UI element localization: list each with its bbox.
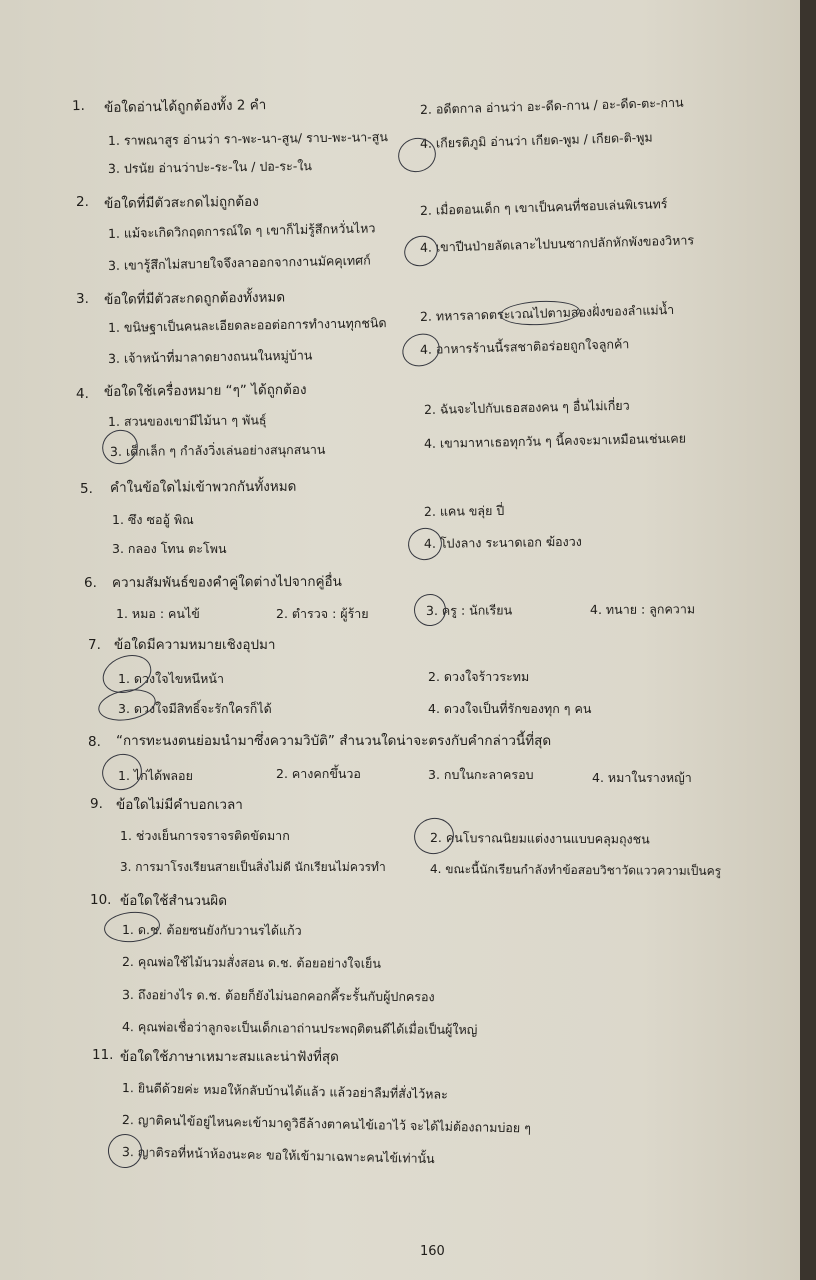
question-number: 4.: [76, 386, 89, 402]
question-text: ข้อใดที่มีตัวสะกดถูกต้องทั้งหมด: [103, 289, 286, 308]
answer-option: 4. เขาปีนป่ายลัดเลาะไปบนซากปลักหักพังของวิหาร: [419, 232, 695, 255]
answer-option: 1. หมอ : คนไข้: [116, 606, 200, 621]
answer-option: 1. แม้จะเกิดวิกฤตการณ์ใด ๆ เขาก็ไม่รู้สึกหวั่นไหว: [107, 220, 376, 241]
answer-option: 1. สวนของเขามีไม้นา ๆ พันธุ์: [107, 412, 267, 429]
answer-option: 2. เมื่อตอนเด็ก ๆ เขาเป็นคนที่ชอบเล่นพิเรนทร์: [419, 196, 668, 218]
answer-option: 2. คนโบราณนิยมแต่งงานแบบคลุมถุงชน: [429, 830, 650, 847]
answer-option: 3. กบในกะลาครอบ: [428, 767, 534, 782]
answer-option: 1. ช่วงเย็นการจราจรติดขัดมาก: [120, 828, 290, 843]
answer-option: 3. ญาติรอที่หน้าห้องนะคะ ขอให้เข้ามาเฉพาะคนไข้เท่านั้น: [121, 1144, 435, 1167]
answer-option: 1. ซึง ซออู้ พิณ: [112, 512, 194, 527]
answer-option: 2. ดวงใจร้าวระทม: [428, 669, 530, 684]
answer-option: 3. เขารู้สึกไม่สบายใจจึงลาออกจากงานมัคคุเทศก์: [107, 252, 371, 273]
question-text: ข้อใดไม่มีคำบอกเวลา: [116, 797, 243, 813]
question-text: ข้อใดใช้ภาษาเหมาะสมและน่าฟังที่สุด: [120, 1049, 339, 1065]
answer-option: 1. ราพณาสูร อ่านว่า รา-พะ-นา-สูน/ ราบ-พะ-นา-สูน: [107, 129, 388, 148]
question-number: 1.: [71, 97, 86, 115]
question-number: 6.: [84, 575, 97, 591]
answer-option: 1. ยินดีด้วยค่ะ หมอให้กลับบ้านได้แล้ว แล้วอย่าลืมที่สั่งไว้หละ: [121, 1080, 448, 1102]
question-number: 10.: [90, 892, 112, 908]
answer-option: 3. กลอง โทน ตะโพน: [112, 541, 227, 556]
answer-option: 1. ด.ช. ต้อยซนยังกับวานรได้แก้ว: [121, 922, 302, 938]
answer-option: 1. ขนิษฐาเป็นคนละเอียดละออต่อการทำงานทุกชนิด: [107, 315, 387, 335]
answer-option: 3. เด็กเล็ก ๆ กำลังวิ่งเล่นอย่างสนุกสนาน: [109, 441, 326, 459]
answer-option: 2. ทหารลาดตระเวณไปตามสองฝั่งของลำแม่น้ำ: [419, 301, 675, 324]
question-number: 7.: [88, 637, 101, 653]
answer-option: 3. การมาโรงเรียนสายเป็นสิ่งไม่ดี นักเรียนไม่ควรทำ: [120, 860, 386, 874]
page-number: 160: [420, 1244, 445, 1259]
answer-option: 2. ญาติคนไข้อยู่ไหนคะเข้ามาดูวิธีล้างตาคนไข้เอาไว้ จะได้ไม่ต้องถามบ่อย ๆ: [121, 1112, 532, 1136]
answer-option: 3. ปรนัย อ่านว่าปะ-ระ-ใน / ปอ-ระ-ใน: [107, 158, 313, 176]
answer-option: 4. ดวงใจเป็นที่รักของทุก ๆ คน: [428, 701, 592, 716]
answer-option: 4. คุณพ่อเชื่อว่าลูกจะเป็นเด็กเอาถ่านประพฤติตนดีได้เมื่อเป็นผู้ใหญ่: [121, 1019, 478, 1038]
answer-option: 4. เกียรติภูมิ อ่านว่า เกียด-พูม / เกียด-ติ-พูม: [419, 129, 653, 151]
question-text: “การทะนงตนย่อมนำมาซึ่งความวิบัติ” สำนวนใดน่าจะตรงกับคำกล่าวนี้ที่สุด: [116, 733, 552, 749]
answer-option: 1. ไก่ได้พลอย: [118, 768, 193, 783]
question-text: ข้อใดใช้สำนวนผิด: [120, 893, 227, 909]
answer-option: 3. ครู : นักเรียน: [425, 602, 513, 618]
answer-option: 3. ดวงใจมีสิทธิ์จะรักใครก็ได้: [118, 701, 272, 716]
answer-option: 4. หมาในรางหญ้า: [592, 770, 692, 785]
answer-option: 2. คุณพ่อใช้ไม้นวมสั่งสอน ด.ช. ต้อยอย่างใจเย็น: [121, 954, 381, 971]
answer-option: 2. ฉันจะไปกับเธอสองคน ๆ อื่นไม่เกี่ยว: [423, 397, 630, 417]
question-text: ข้อใดมีความหมายเชิงอุปมา: [114, 637, 276, 653]
question-number: 5.: [80, 481, 93, 497]
question-text: คำในข้อใดไม่เข้าพวกกันทั้งหมด: [109, 478, 297, 496]
question-number: 11.: [92, 1047, 114, 1063]
question-text: ข้อใดใช้เครื่องหมาย “ๆ” ได้ถูกต้อง: [103, 381, 307, 400]
answer-option: 2. อดีตกาล อ่านว่า อะ-ดีด-กาน / อะ-ดีด-ตะ-กาน: [419, 94, 684, 117]
question-number: 3.: [76, 291, 89, 307]
answer-option: 3. เจ้าหน้าที่มาลาดยางถนนในหมู่บ้าน: [107, 347, 313, 366]
answer-option: 2. ตำรวจ : ผู้ร้าย: [276, 606, 369, 621]
answer-option: 2. แคน ขลุ่ย ปี่: [423, 502, 505, 519]
answer-option: 4. ขณะนี้นักเรียนกำลังทำข้อสอบวิชาวัดแววความเป็นครู: [429, 862, 722, 879]
answer-option: 4. ทนาย : ลูกความ: [589, 601, 696, 617]
question-number: 9.: [90, 796, 103, 812]
answer-option: 1. ดวงใจไขหนีหน้า: [118, 671, 224, 686]
answer-option: 4. โปงลาง ระนาดเอก ฆ้องวง: [423, 533, 582, 551]
question-number: 8.: [88, 734, 101, 750]
question-text: ข้อใดที่มีตัวสะกดไม่ถูกต้อง: [103, 193, 259, 212]
question-number: 2.: [76, 194, 89, 210]
book-edge: [800, 0, 816, 1280]
question-text: ข้อใดอ่านได้ถูกต้องทั้ง 2 คำ: [103, 97, 267, 116]
question-text: ความสัมพันธ์ของคำคู่ใดต่างไปจากคู่อื่น: [111, 573, 342, 591]
answer-option: 4. อาหารร้านนี้รสชาติอร่อยถูกใจลูกค้า: [419, 336, 630, 357]
answer-option: 4. เขามาหาเธอทุกวัน ๆ นี้คงจะมาเหมือนเช่นเคย: [423, 430, 687, 451]
answer-option: 2. คางคกขึ้นวอ: [276, 766, 361, 781]
answer-option: 3. ถึงอย่างไร ด.ช. ต้อยก็ยังไม่นอกคอกคึ้ระรั้นกับผู้ปกครอง: [121, 987, 435, 1005]
